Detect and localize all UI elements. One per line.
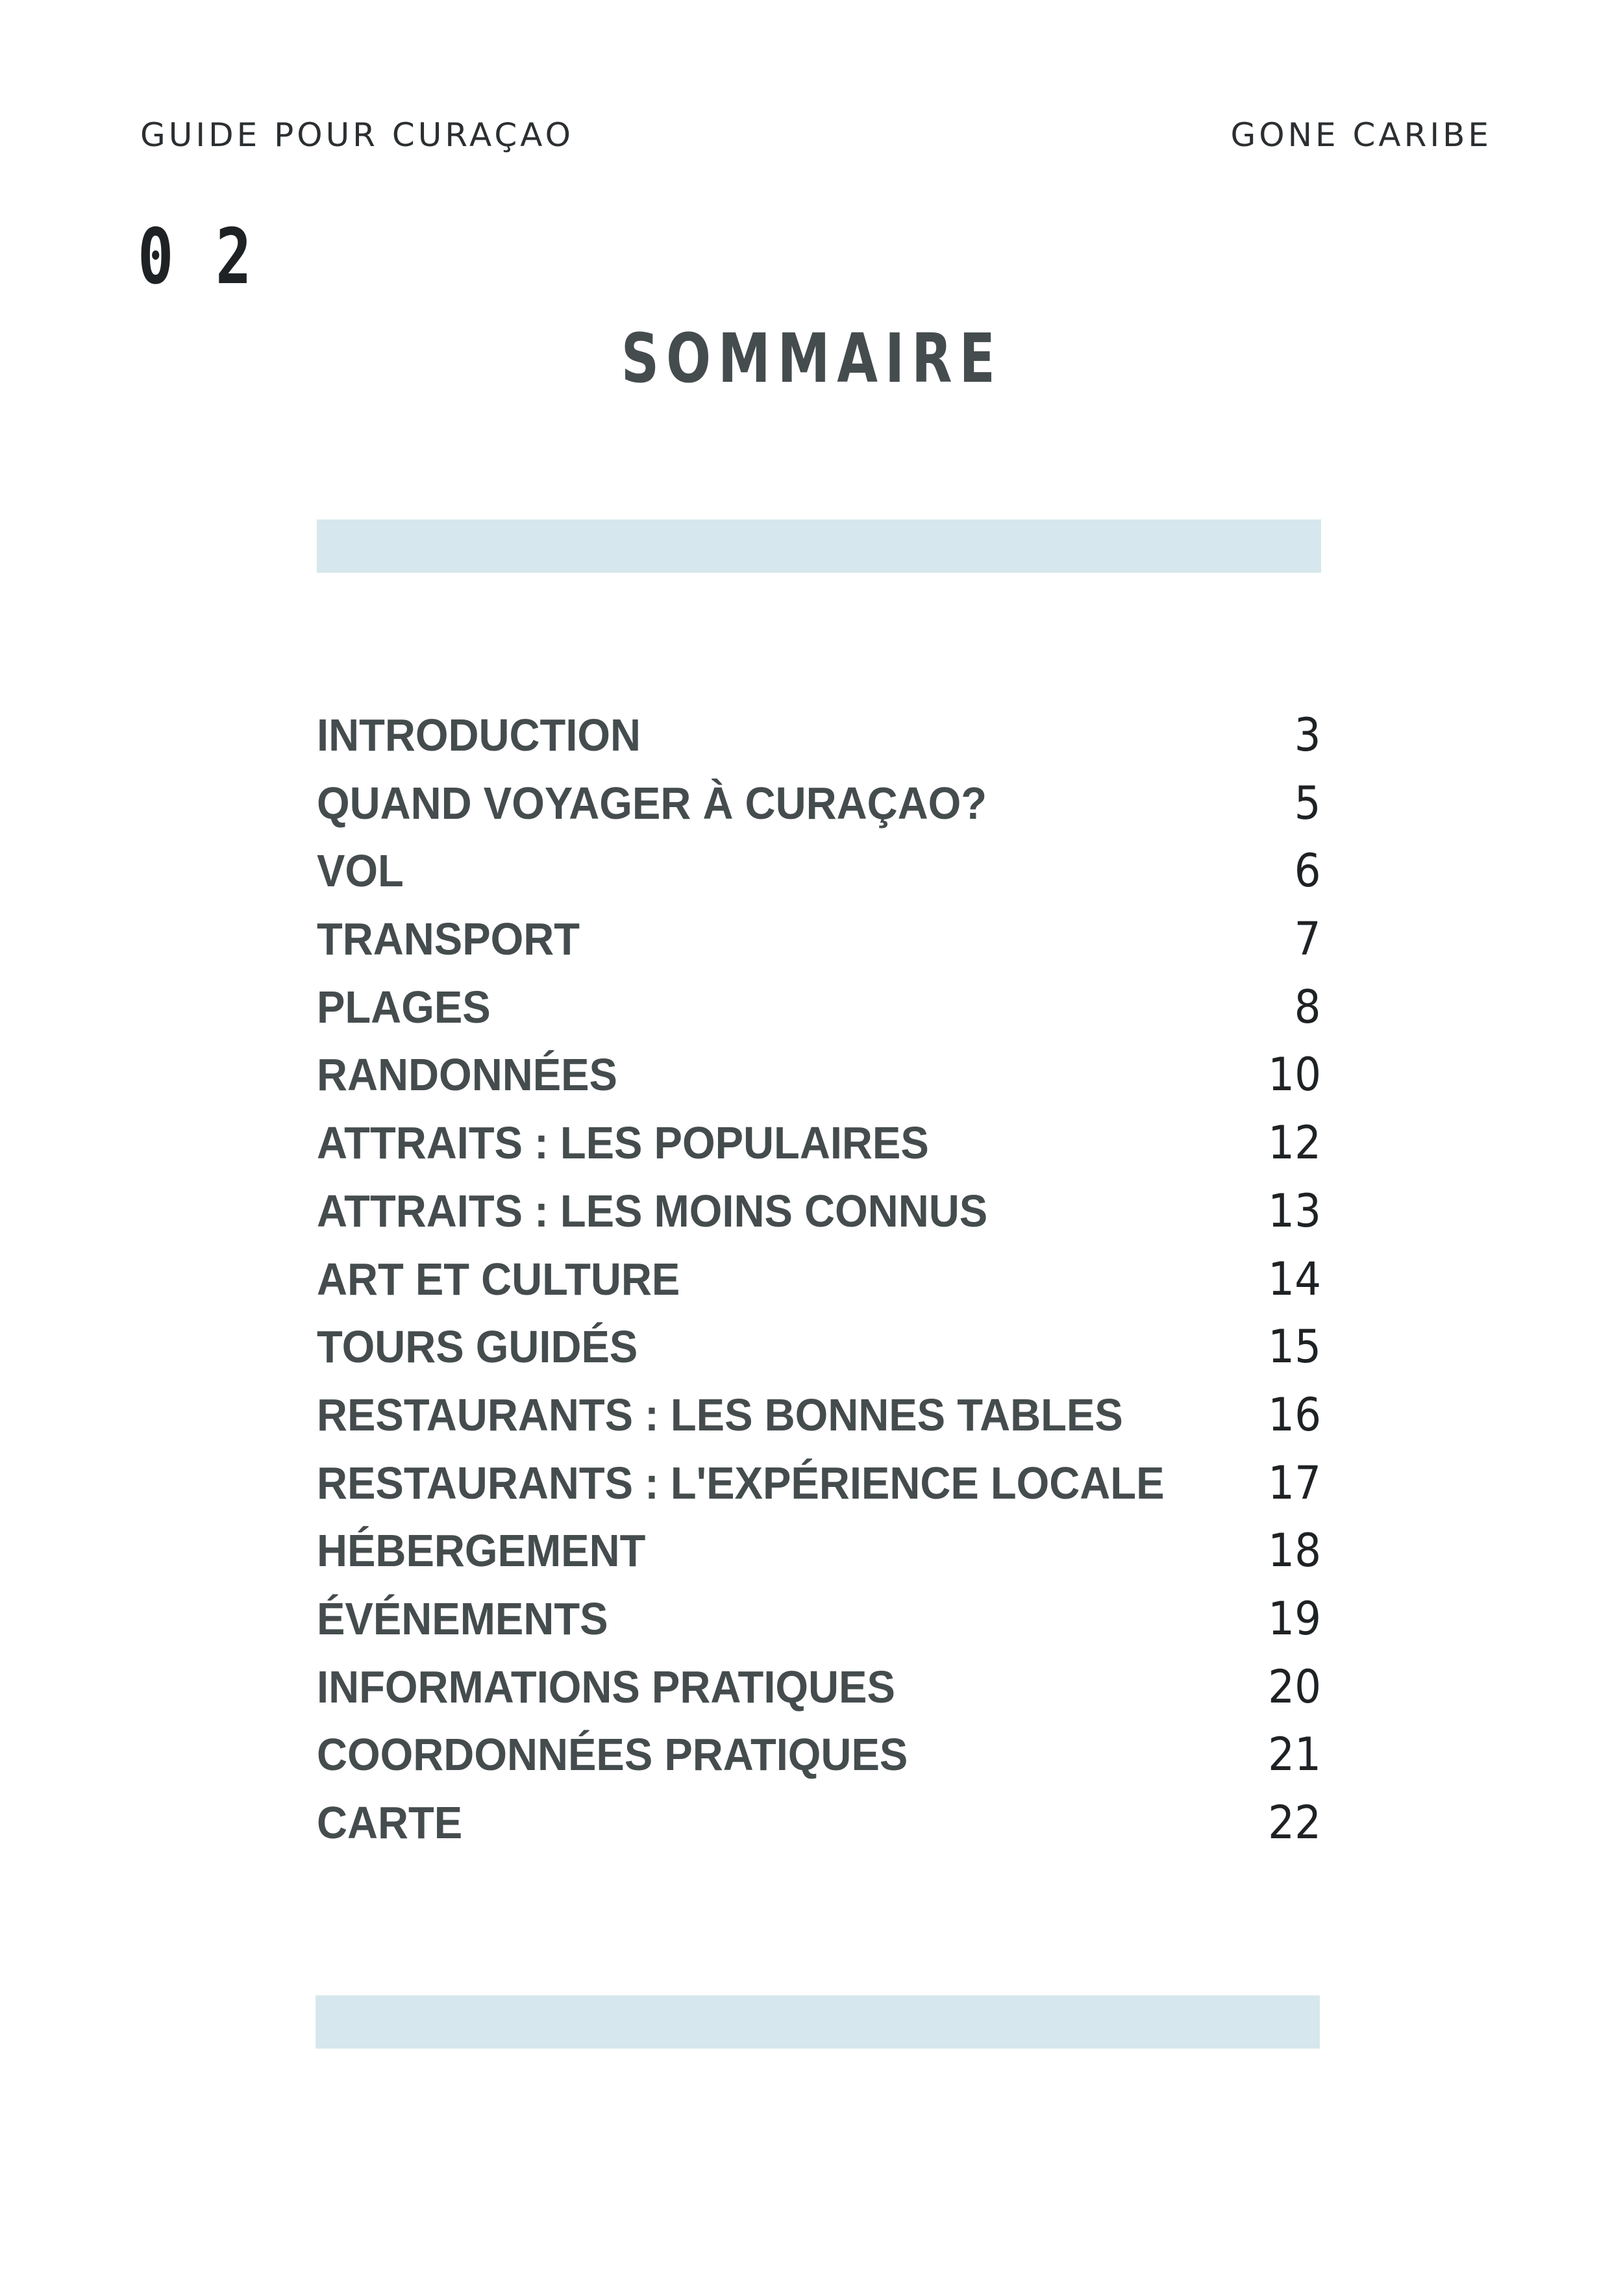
toc-entry-label: RANDONNÉES bbox=[317, 1049, 617, 1101]
toc-entry-label: INFORMATIONS PRATIQUES bbox=[317, 1661, 895, 1712]
toc-entry[interactable] bbox=[317, 1245, 1321, 1314]
decorative-band-top bbox=[317, 519, 1321, 573]
toc-entry[interactable] bbox=[317, 1789, 1321, 1857]
toc-entry-page: 5 bbox=[1295, 776, 1321, 830]
toc-entry[interactable] bbox=[317, 1041, 1321, 1109]
toc-entry-page: 14 bbox=[1268, 1252, 1321, 1306]
toc-entry-label: TOURS GUIDÉS bbox=[317, 1321, 638, 1373]
decorative-band-bottom bbox=[316, 1995, 1320, 2049]
toc-entry-page: 13 bbox=[1268, 1184, 1321, 1238]
toc-entry-label: CARTE bbox=[317, 1797, 463, 1848]
toc-entry[interactable] bbox=[317, 769, 1321, 838]
toc-entry[interactable] bbox=[317, 1653, 1321, 1721]
toc-entry[interactable] bbox=[317, 1721, 1321, 1789]
page-title-wrapper bbox=[0, 319, 1623, 397]
toc-entry[interactable] bbox=[317, 1517, 1321, 1585]
toc-entry-page: 15 bbox=[1268, 1320, 1321, 1374]
toc-entry[interactable] bbox=[317, 1449, 1321, 1517]
toc-entry[interactable] bbox=[317, 1109, 1321, 1177]
header-guide-title: GUIDE POUR CURAÇAO bbox=[140, 116, 574, 154]
toc-entry[interactable] bbox=[317, 837, 1321, 905]
toc-entry-label: ATTRAITS : LES POPULAIRES bbox=[317, 1117, 929, 1169]
toc-entry-label: ÉVÉNEMENTS bbox=[317, 1593, 608, 1644]
toc-entry-label: ATTRAITS : LES MOINS CONNUS bbox=[317, 1185, 988, 1236]
toc-entry-page: 8 bbox=[1295, 980, 1321, 1034]
toc-entry-label: INTRODUCTION bbox=[317, 710, 641, 760]
toc-entry-page: 22 bbox=[1268, 1796, 1321, 1849]
header-brand: GONE CARIBE bbox=[1230, 116, 1492, 154]
page-title: SOMMAIRE bbox=[621, 319, 1002, 398]
toc-entry-page: 18 bbox=[1268, 1524, 1321, 1578]
page-number: 0 2 bbox=[138, 212, 255, 301]
toc-entry-label: HÉBERGEMENT bbox=[317, 1525, 646, 1577]
toc-entry-page: 10 bbox=[1268, 1048, 1321, 1102]
table-of-contents bbox=[317, 701, 1321, 1857]
toc-entry-page: 16 bbox=[1268, 1388, 1321, 1441]
toc-entry-label: PLAGES bbox=[317, 981, 491, 1032]
toc-entry-label: VOL bbox=[317, 845, 404, 897]
toc-entry-page: 19 bbox=[1268, 1591, 1321, 1645]
toc-entry[interactable] bbox=[317, 973, 1321, 1042]
toc-entry[interactable] bbox=[317, 1313, 1321, 1381]
toc-entry-label: RESTAURANTS : L'EXPÉRIENCE LOCALE bbox=[317, 1457, 1165, 1508]
toc-entry-page: 7 bbox=[1295, 912, 1321, 966]
toc-entry-label: TRANSPORT bbox=[317, 914, 580, 965]
toc-entry-page: 12 bbox=[1268, 1116, 1321, 1170]
toc-entry-label: QUAND VOYAGER À CURAÇAO? bbox=[317, 777, 987, 829]
toc-entry-page: 3 bbox=[1295, 708, 1321, 762]
toc-entry[interactable] bbox=[317, 1585, 1321, 1653]
toc-entry[interactable] bbox=[317, 1381, 1321, 1449]
toc-entry[interactable] bbox=[317, 701, 1321, 769]
toc-entry-page: 20 bbox=[1268, 1660, 1321, 1714]
toc-entry[interactable] bbox=[317, 905, 1321, 973]
toc-entry-label: ART ET CULTURE bbox=[317, 1253, 680, 1304]
toc-entry-label: RESTAURANTS : LES BONNES TABLES bbox=[317, 1389, 1123, 1440]
toc-entry-page: 6 bbox=[1295, 844, 1321, 898]
toc-entry-label: COORDONNÉES PRATIQUES bbox=[317, 1729, 908, 1780]
toc-entry-page: 17 bbox=[1268, 1456, 1321, 1510]
toc-entry[interactable] bbox=[317, 1177, 1321, 1245]
toc-entry-page: 21 bbox=[1268, 1728, 1321, 1782]
